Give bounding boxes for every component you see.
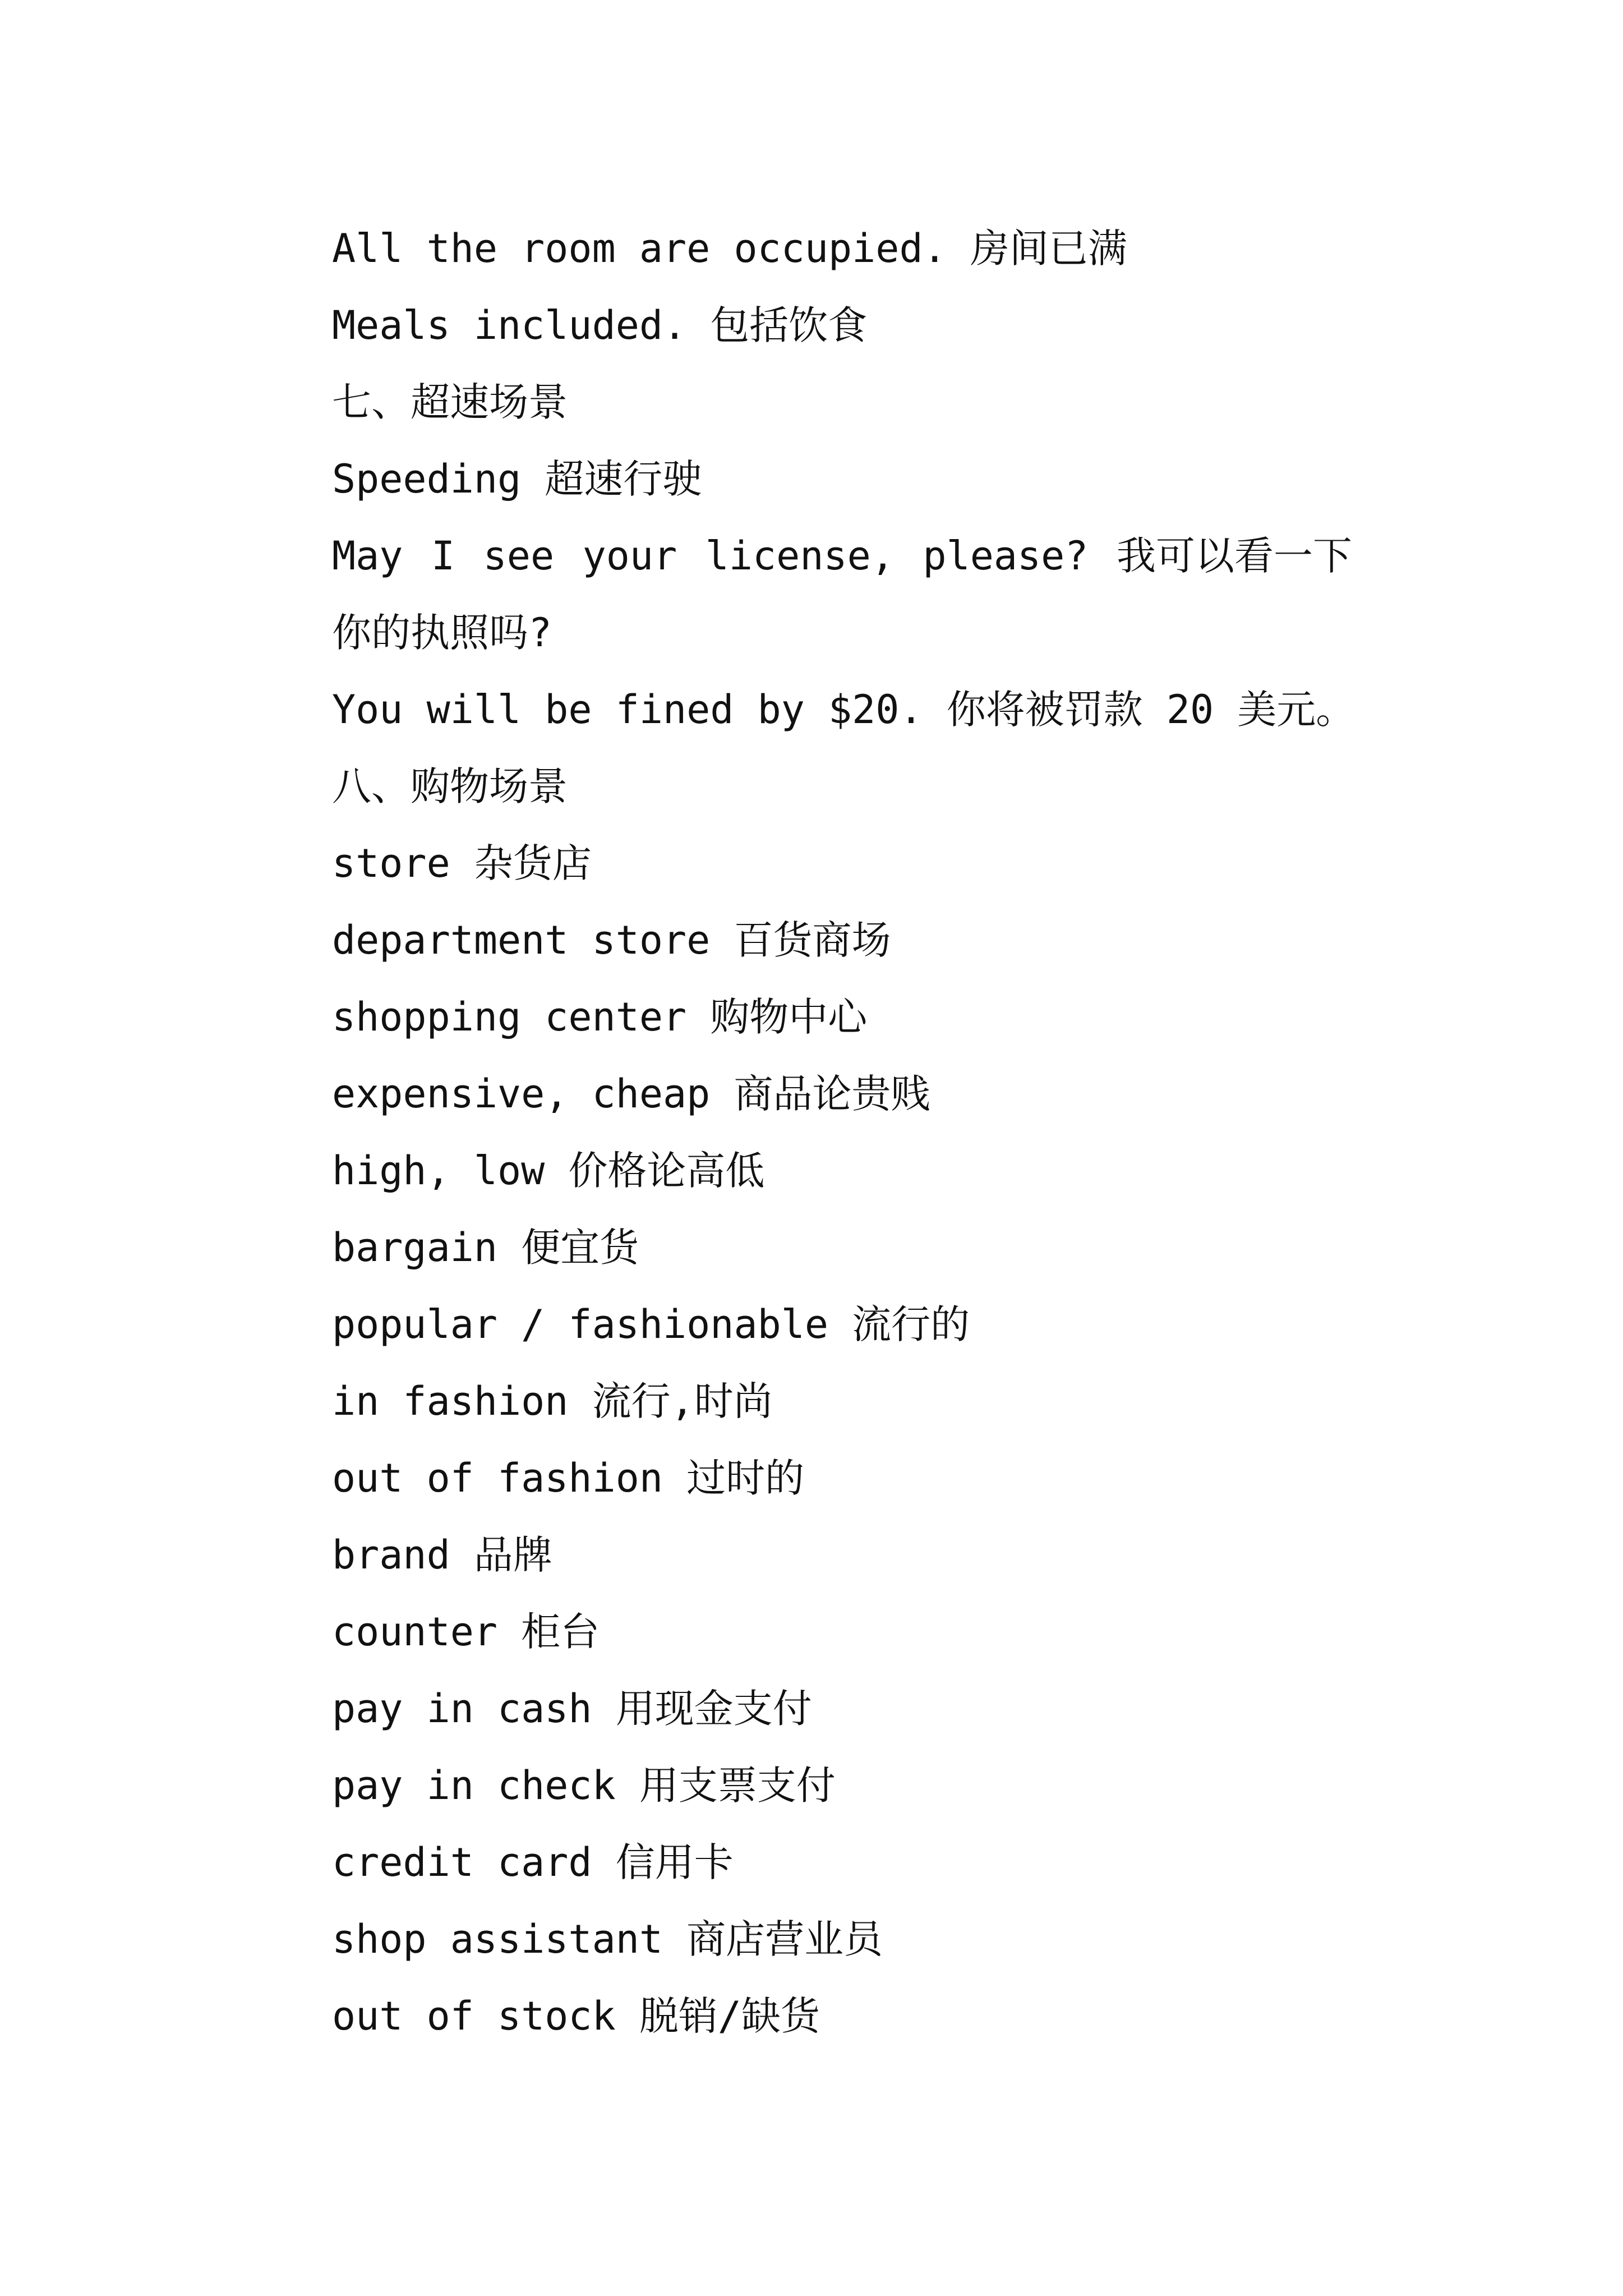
text-line-counter: counter 柜台 bbox=[332, 1609, 600, 1655]
text-line-bargain: bargain 便宜货 bbox=[332, 1225, 639, 1271]
text-line-department-store: department store 百货商场 bbox=[332, 917, 891, 963]
text-line-meals-included: Meals included. 包括饮食 bbox=[332, 302, 868, 348]
text-line-shopping-center: shopping center 购物中心 bbox=[332, 994, 868, 1040]
text-line-in-fashion: in fashion 流行,时尚 bbox=[332, 1378, 773, 1424]
text-line-out-of-stock: out of stock 脱销/缺货 bbox=[332, 1993, 820, 2039]
section-heading-shopping: 八、购物场景 bbox=[332, 763, 568, 809]
text-line-out-of-fashion: out of fashion 过时的 bbox=[332, 1455, 805, 1501]
text-line-speeding: Speeding 超速行驶 bbox=[332, 456, 702, 502]
text-line-high-low: high, low 价格论高低 bbox=[332, 1148, 765, 1194]
text-line-popular: popular / fashionable 流行的 bbox=[332, 1301, 970, 1347]
document-body bbox=[247, 210, 1385, 2055]
text-line-brand: brand 品牌 bbox=[332, 1532, 552, 1578]
text-line-shop-assistant: shop assistant 商店营业员 bbox=[332, 1916, 883, 1962]
text-line-credit-card: credit card 信用卡 bbox=[332, 1839, 734, 1885]
text-line-pay-cash: pay in cash 用现金支付 bbox=[332, 1686, 812, 1732]
text-line-expensive-cheap: expensive, cheap 商品论贵贱 bbox=[332, 1071, 930, 1117]
text-line-fined: You will be fined by $20. 你将被罚款 20 美元。 bbox=[332, 687, 1355, 733]
text-line-rooms-occupied: All the room are occupied. 房间已满 bbox=[332, 226, 1127, 272]
text-line-store: store 杂货店 bbox=[332, 840, 592, 886]
text-line-license: May I see your license, please? 我可以看一下你的执照吗? bbox=[332, 533, 1352, 656]
section-heading-speeding: 七、超速场景 bbox=[332, 379, 568, 425]
text-line-pay-check: pay in check 用支票支付 bbox=[332, 1763, 836, 1809]
